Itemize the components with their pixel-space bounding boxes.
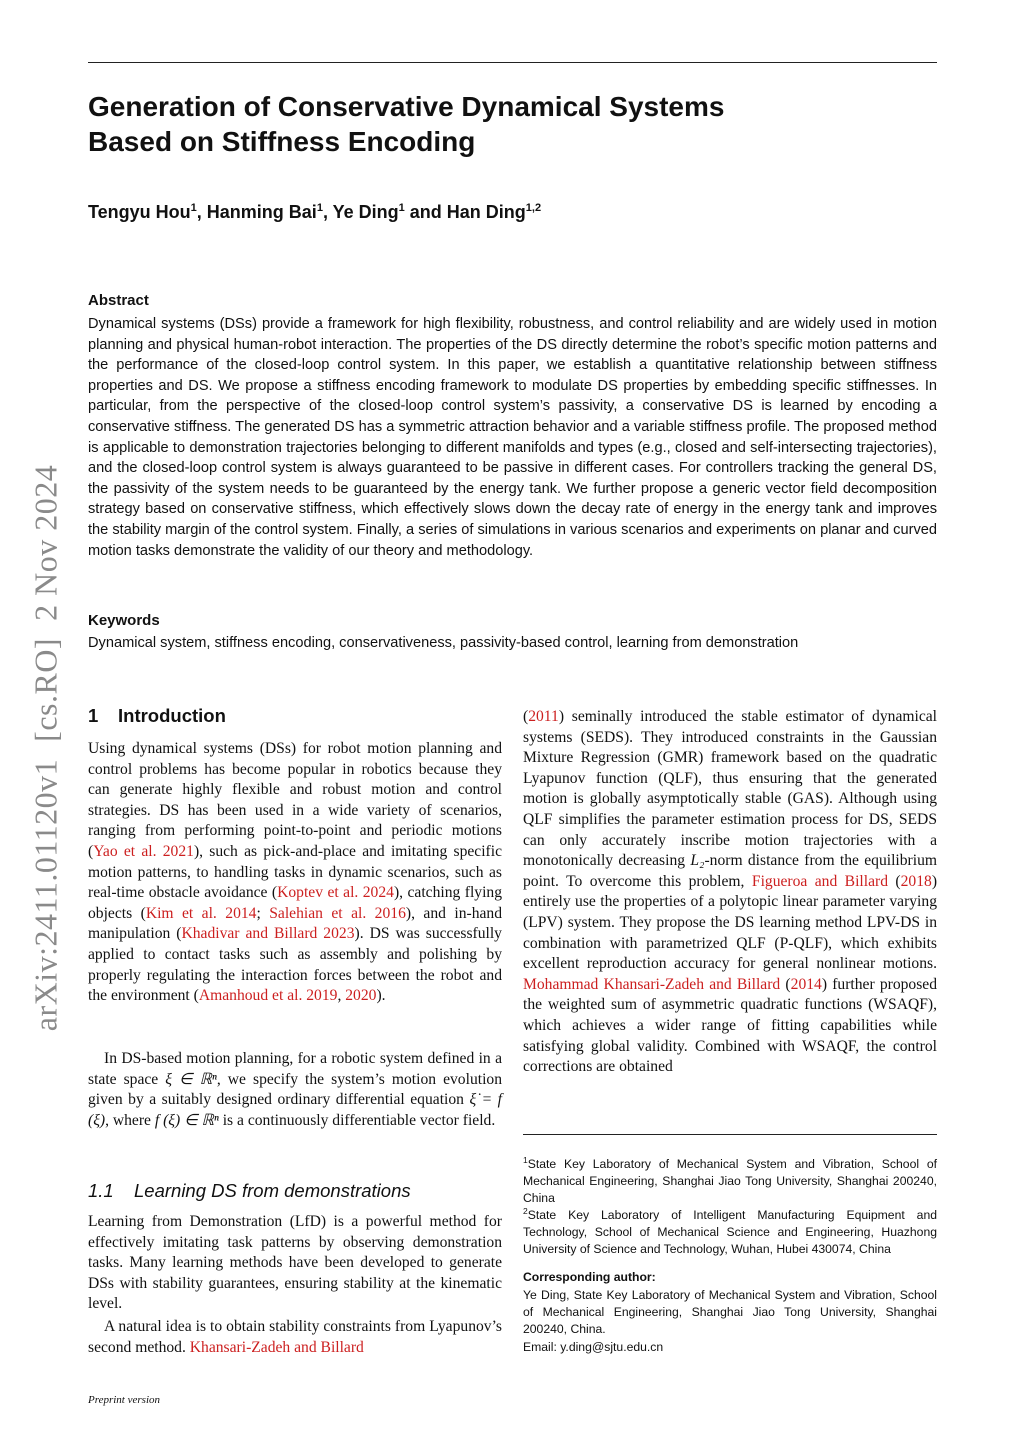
corresponding-author-heading: Corresponding author: (523, 1270, 656, 1284)
abstract-heading: Abstract (88, 292, 149, 309)
intro-paragraph-1 (88, 739, 502, 1007)
paragraph-text: , we specify the system’s motion evolution given by a suitably designed ordinary differential equation (88, 1070, 502, 1109)
footnote-affiliation-1 (523, 1152, 937, 1207)
lfd-paragraph-2 (88, 1317, 502, 1358)
paper-title: Generation of Conservative Dynamical Systems Based on Stiffness Encoding (88, 91, 725, 157)
intro-paragraph-2 (88, 1049, 502, 1131)
paragraph-text: ) seminally introduced the stable estimator of dynamical systems (SEDS). They introduced constraints in the Gaussian Mixture Regression (GMR) framework based on the quadratic Lyapunov function (QLF), thus ensuring that the generated motion is globally asymptotically stable (GAS). Although using QLF simplifies the parameter estimation process for DS, SEDS can only accurately inscribe motion trajectories with a monotonically decreasing (523, 708, 937, 870)
author-name: Han Ding (446, 202, 526, 222)
paragraph-text: A natural idea is to obtain stability constraints from Lyapunov’s second method. (88, 1318, 502, 1356)
subsection-number: 1.1 (88, 1180, 114, 1201)
paragraph-text: , (337, 987, 346, 1005)
author-affiliation-mark: 1,2 (525, 202, 542, 214)
paragraph-text: ), such as pick-and-place and imitating specific motion patterns, to handling tasks in dynamic scenarios, such as real-time obstacle avoidance ( (88, 842, 502, 902)
footnote-mark: 1 (523, 1155, 528, 1165)
corresponding-author-text: Ye Ding, State Key Laboratory of Mechanical System and Vibration, School of Mechanical Engineering, Shanghai Jiao Tong University, Shanghai 200240, China. (523, 1288, 937, 1336)
citation-link[interactable]: Figueroa and Billard (751, 872, 888, 890)
math-expression: ξ̇ = f (ξ) (88, 1091, 502, 1129)
citation-link[interactable]: Salehian et al. 2016 (269, 904, 406, 922)
keywords-heading: Keywords (88, 612, 160, 629)
footnote-rule (523, 1134, 937, 1135)
math-expression: f (ξ) ∈ ℝⁿ (154, 1111, 219, 1129)
footnote-mark: 2 (523, 1206, 528, 1216)
paragraph-text: is a continuously differentiable vector field. (218, 1111, 496, 1129)
author-list (88, 202, 541, 223)
citation-link[interactable]: Khadivar and Billard 2023 (181, 925, 355, 943)
corresponding-email[interactable]: Email: y.ding@sjtu.edu.cn (523, 1340, 664, 1354)
paragraph-text: ). (376, 987, 386, 1005)
right-column-paragraph: (2011) seminally introduced the stable estimator of dynamical systems (SEDS). They introduced constraints in the Gaussian Mixture Regression (GMR) framework based on the quadratic Lyapunov function (QLF), thus ensuring that the generated motion is globally asymptotically stable (GAS). Although using QLF simplifies the parameter estimation process for DS, SEDS can only accurately inscribe motion trajectories with a monotonically decreasing L₂-norm distance from the equilibrium point. To overcome this problem, Figueroa and Billard (2018) entirely use the properties of a polytopic linear parameter varying (LPV) system. They propose the DS learning method LPV-DS in combination with parametrized QLF (P-QLF), which exhibits excellent reproduction accuracy for general nonlinear motions. Mohammad Khansari-Zadeh and Billard (2014) further proposed the weighted sum of asymmetric quadratic functions (WSAQF), which achieves a wider range of fitting capabilities while satisfying global validity. Combined with WSAQF, the control corrections are obtained (523, 708, 938, 1076)
footnote-text: State Key Laboratory of Intelligent Manufacturing Equipment and Technology, School of Mechanical Science and Engineering, Huazhong University of Science and Technology, Wuhan, Hubei 430074, China (523, 1208, 937, 1257)
top-rule (88, 62, 937, 63)
abstract-text: Dynamical systems (DSs) provide a framework for high flexibility, robustness, and control reliability and are widely used in motion planning and physical human-robot interaction. The properties of the DS directly determine the robot’s specific motion patterns and the performance of the closed-loop control system. In this paper, we establish a quantitative relationship between stiffness properties and DS. We propose a stiffness encoding framework to modulate DS properties by embedding specific stiffnesses. In particular, from the perspective of the closed-loop control system’s passivity, a conservative DS is learned by encoding a conservative stiffness. The generated DS has a symmetric attraction behavior and a variable stiffness profile. The proposed method is applicable to demonstration trajectories belonging to different manifolds and types (e.g., closed and self-intersecting trajectories), and the closed-loop control system is always guaranteed to be passive in different cases. For controllers tracking the general DS, the passivity of the system needs to be guaranteed by the energy tank. We further propose a generic vector field decomposition strategy based on conservative stiffness, which effectively slows down the decay rate of energy in the energy tank and improves the stability margin of the control system. Finally, a series of simulations in various scenarios and experiments on planar and curved motion tasks demonstrate the validity of our theory and methodology. (88, 316, 937, 559)
paragraph-text: , where (105, 1111, 155, 1129)
keywords-text: Dynamical system, stiffness encoding, conservativeness, passivity-based control, learning from demonstration (88, 635, 799, 651)
footnote-text: State Key Laboratory of Mechanical System and Vibration, School of Mechanical Engineering, Shanghai Jiao Tong University, Shanghai 200240, China (523, 1157, 937, 1206)
footer-preprint-label: Preprint version (88, 1394, 160, 1406)
author-name: Tengyu Hou (88, 202, 191, 222)
author-name: Hanming Bai (206, 202, 317, 222)
author-separator: and (404, 202, 447, 222)
paragraph-text: ; (256, 904, 270, 922)
citation-link[interactable]: Koptev et al. 2024 (277, 884, 394, 902)
author-name: Ye Ding (332, 202, 399, 222)
citation-link[interactable]: 2011 (528, 708, 559, 725)
subsection-heading (88, 1180, 411, 1202)
lfd-paragraph-1: Learning from Demonstration (LfD) is a powerful method for effectively imitating task patterns by observing demonstration tasks. Many learning methods have been developed to generate DSs with stability guarantees, ensuring stability at the kinematic level. (88, 1213, 502, 1313)
paragraph-text: ), catching flying objects ( (88, 884, 502, 922)
subsection-title: Learning DS from demonstrations (134, 1180, 411, 1201)
footnote-affiliation-2 (523, 1203, 937, 1258)
arxiv-stamp: arXiv:2411.01120v1 [cs.RO] 2 Nov 2024 (27, 464, 64, 1032)
math-expression: L₂ (690, 852, 705, 870)
paragraph-text: ), and in-hand manipulation ( (88, 904, 503, 943)
paragraph-text: In DS-based motion planning, for a robotic system defined in a state space (88, 1050, 502, 1088)
citation-link[interactable]: Khansari-Zadeh and Billard (189, 1338, 364, 1356)
paragraph-text: ). DS was successfully applied to contact tasks such as assembly and polishing by properly regulating the interaction forces between the robot and the environment ( (88, 925, 502, 1005)
paragraph-text: Using dynamical systems (DSs) for robot motion planning and control problems has become popular in robotics because they can generate highly flexible and robust motion and control strategies. DS has been used in a wide variety of scenarios, ranging from performing point-to-point and periodic motions ( (88, 740, 502, 860)
citation-link[interactable]: Amanhoud et al. 2019 (198, 987, 338, 1005)
paragraph-text: -norm distance from the equilibrium point. To overcome this problem, (523, 852, 937, 890)
citation-link[interactable]: 2020 (345, 987, 377, 1005)
math-expression: ξ ∈ ℝⁿ (165, 1070, 217, 1088)
citation-link[interactable]: Yao et al. 2021 (93, 842, 194, 860)
section-title: Introduction (118, 705, 226, 726)
author-affiliation-mark: 1 (316, 202, 323, 214)
author-affiliation-mark: 1 (190, 202, 197, 214)
paragraph-text: ) further proposed the weighted sum of asymmetric quadratic functions (WSAQF), which achieves a wider range of fitting capabilities while satisfying global validity. Combined with WSAQF, the control corrections are obtained (523, 975, 938, 1076)
author-affiliation-mark: 1 (398, 202, 405, 214)
citation-link[interactable]: 2018 (900, 872, 932, 890)
author-separator: , (196, 202, 207, 222)
author-separator: , (322, 202, 333, 222)
paragraph-text: ) entirely use the properties of a polytopic linear parameter varying (LPV) system. They propose the DS learning method LPV-DS in combination with parametrized QLF (P-QLF), which exhibits excellent reproduction accuracy for general nonlinear motions. (523, 872, 938, 973)
section-number: 1 (88, 705, 99, 726)
citation-link[interactable]: 2014 (790, 975, 822, 993)
citation-link[interactable]: Mohammad Khansari-Zadeh and Billard (523, 975, 781, 993)
citation-link[interactable]: Kim et al. 2014 (145, 904, 257, 922)
section-heading-introduction (88, 705, 226, 727)
